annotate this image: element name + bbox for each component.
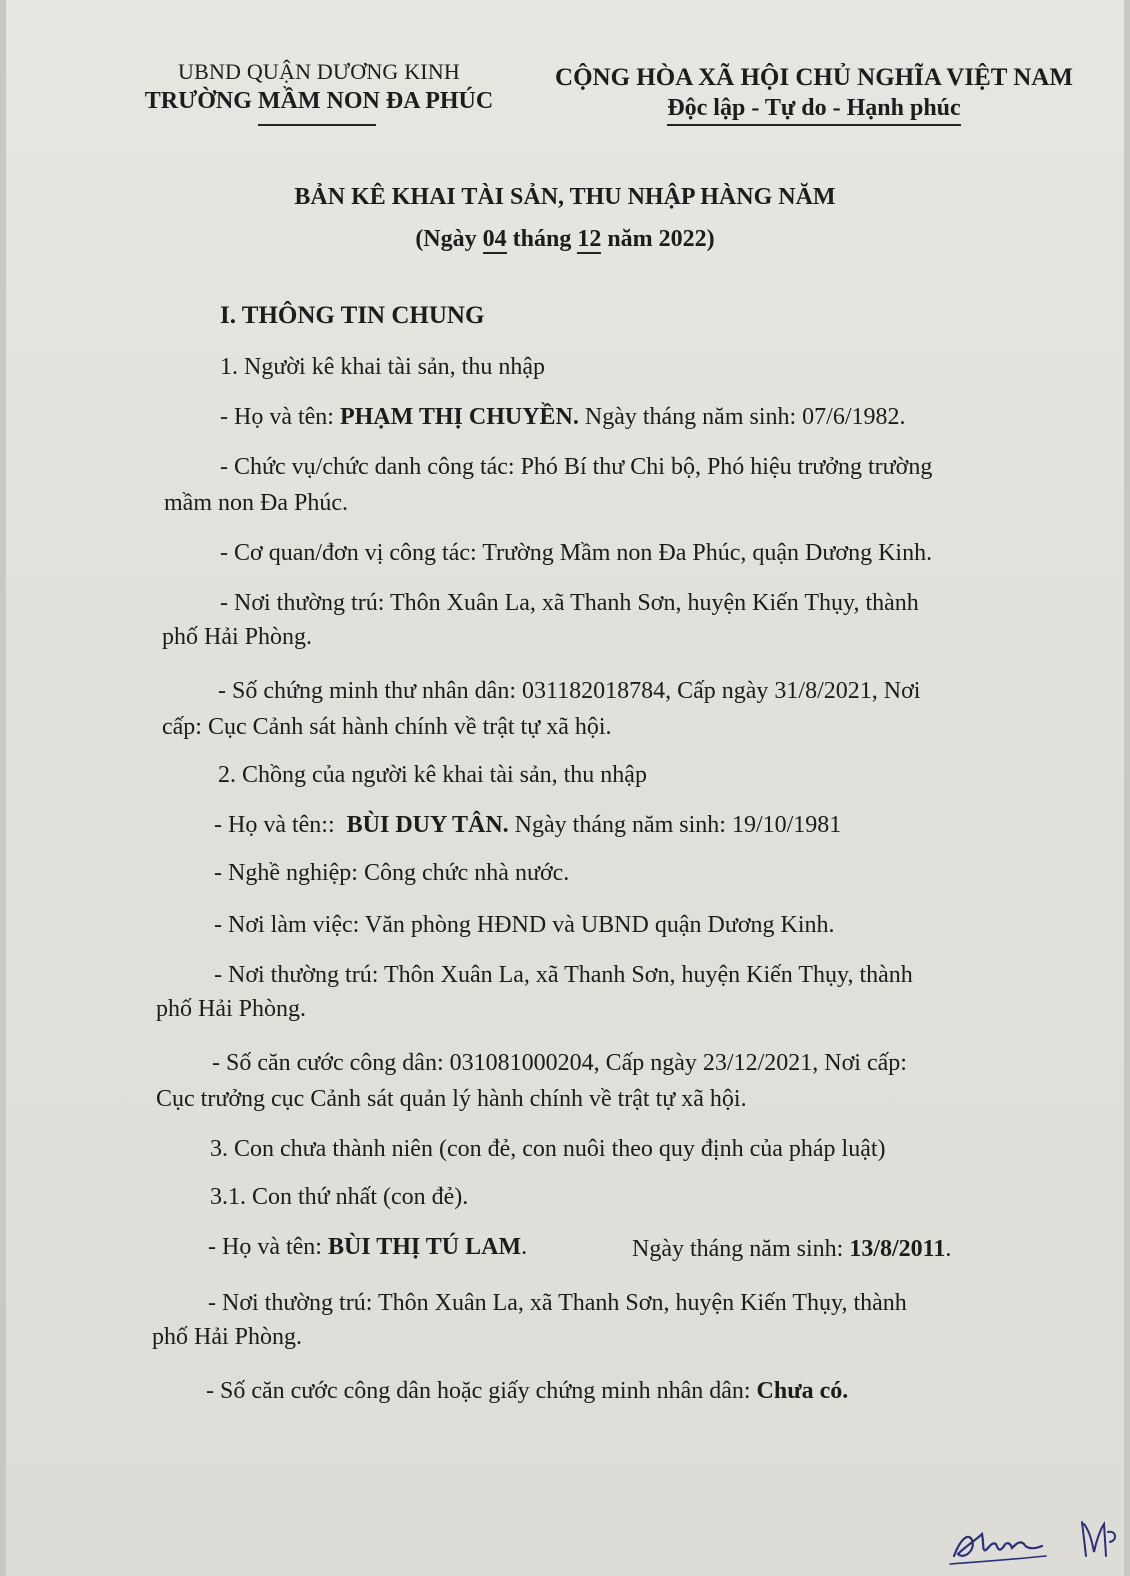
document-date: (Ngày 04 tháng 12 năm 2022): [415, 226, 715, 252]
declarant-position: - Chức vụ/chức danh công tác: Phó Bí thư Chi bộ, Phó hiệu trưởng trường: [220, 454, 933, 480]
school-underline: [258, 124, 376, 126]
declarant-id-cont: cấp: Cục Cảnh sát hành chính về trật tự xã hội.: [162, 714, 612, 740]
date-month: 12: [577, 226, 602, 252]
declarant-name: PHẠM THỊ CHUYỀN.: [339, 404, 579, 430]
initials-mark: [1076, 1512, 1122, 1564]
spouse-name: BÙI DUY TÂN.: [346, 812, 509, 838]
spouse-name-line: - Họ và tên:: BÙI DUY TÂN. Ngày tháng năm sinh: 19/10/1981: [214, 812, 842, 838]
declarant-workplace: - Cơ quan/đơn vị công tác: Trường Mầm non Đa Phúc, quận Dương Kinh.: [220, 540, 933, 566]
child-id-value: Chưa có.: [756, 1378, 849, 1404]
spouse-workplace: - Nơi làm việc: Văn phòng HĐND và UBND quận Dương Kinh.: [214, 912, 835, 938]
declarant-label: 1. Người kê khai tài sản, thu nhập: [220, 354, 545, 380]
child-id-line: - Số căn cước công dân hoặc giấy chứng minh nhân dân: Chưa có.: [206, 1378, 849, 1404]
signature-mark: [946, 1510, 1066, 1570]
national-motto: Độc lập - Tự do - Hạnh phúc: [667, 93, 960, 126]
spouse-residence-cont: phố Hải Phòng.: [156, 996, 306, 1022]
document-title: BẢN KÊ KHAI TÀI SẢN, THU NHẬP HÀNG NĂM: [294, 184, 836, 210]
document-page: [6, 0, 1124, 1576]
declarant-residence-cont: phố Hải Phòng.: [162, 624, 312, 650]
child-residence: - Nơi thường trú: Thôn Xuân La, xã Thanh Sơn, huyện Kiến Thụy, thành: [208, 1290, 907, 1316]
national-title: CỘNG HÒA XÃ HỘI CHỦ NGHĨA VIỆT NAM: [555, 64, 1073, 91]
child-residence-cont: phố Hải Phòng.: [152, 1324, 302, 1350]
declarant-residence: - Nơi thường trú: Thôn Xuân La, xã Thanh Sơn, huyện Kiến Thụy, thành: [220, 590, 919, 616]
declarant-id: - Số chứng minh thư nhân dân: 031182018784, Cấp ngày 31/8/2021, Nơi: [218, 678, 921, 704]
header-right: [544, 62, 1084, 126]
spouse-id: - Số căn cước công dân: 031081000204, Cấp ngày 23/12/2021, Nơi cấp:: [212, 1050, 907, 1076]
date-day: 04: [482, 226, 507, 252]
header-left: [124, 58, 514, 116]
declarant-name-line: - Họ và tên: PHẠM THỊ CHUYỀN. Ngày tháng năm sinh: 07/6/1982.: [220, 404, 906, 430]
section-heading: I. THÔNG TIN CHUNG: [220, 302, 485, 329]
child-name-line: - Họ và tên: BÙI THỊ TÚ LAM.: [208, 1234, 528, 1260]
child-first-label: 3.1. Con thứ nhất (con đẻ).: [210, 1184, 469, 1210]
declarant-position-cont: mầm non Đa Phúc.: [164, 490, 348, 516]
spouse-label: 2. Chồng của người kê khai tài sản, thu nhập: [218, 762, 647, 788]
children-label: 3. Con chưa thành niên (con đẻ, con nuôi theo quy định của pháp luật): [210, 1136, 886, 1162]
child-dob-line: Ngày tháng năm sinh: 13/8/2011.: [632, 1236, 952, 1262]
child-name: BÙI THỊ TÚ LAM: [327, 1234, 522, 1260]
child-dob: 13/8/2011: [849, 1236, 946, 1262]
school-name: TRƯỜNG MẦM NON ĐA PHÚC: [144, 87, 494, 114]
spouse-residence: - Nơi thường trú: Thôn Xuân La, xã Thanh Sơn, huyện Kiến Thụy, thành: [214, 962, 913, 988]
spouse-occupation: - Nghề nghiệp: Công chức nhà nước.: [214, 860, 570, 886]
spouse-id-cont: Cục trưởng cục Cảnh sát quản lý hành chính về trật tự xã hội.: [156, 1086, 747, 1112]
agency-name: UBND QUẬN DƯƠNG KINH: [178, 59, 460, 84]
